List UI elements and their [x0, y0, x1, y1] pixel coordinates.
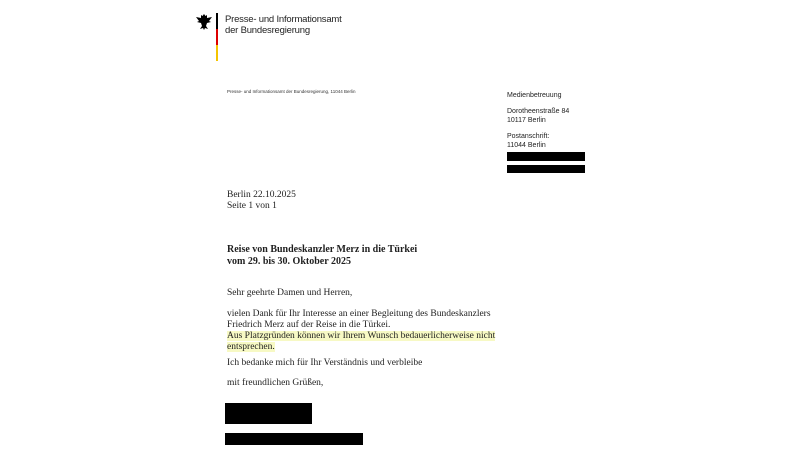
contact-street: Dorotheenstraße 84: [507, 108, 570, 115]
closing-line: mit freundlichen Grüßen,: [227, 378, 324, 388]
salutation: Sehr geehrte Damen und Herren,: [227, 288, 353, 298]
sender-address-line: Presse- und Informationsamt der Bundesregierung, 11044 Berlin: [227, 89, 356, 94]
contact-department: Medienbetreuung: [507, 92, 562, 99]
flag-stripe-red: [216, 29, 218, 45]
redaction-bar: [507, 165, 585, 173]
flag-stripe-black: [216, 13, 218, 29]
thanks-line: Ich bedanke mich für Ihr Verständnis und verbleibe: [227, 358, 423, 368]
name-redaction: [225, 433, 363, 445]
organization-name-line2: der Bundesregierung: [225, 25, 310, 36]
highlighted-text: entsprechen.: [227, 342, 275, 352]
contact-city: 10117 Berlin: [507, 117, 546, 124]
body-line: vielen Dank für Ihr Interesse an einer Begleitung des Bundeskanzlers: [227, 309, 491, 319]
signature-redaction: [225, 403, 312, 424]
contact-postal-label: Postanschrift:: [507, 133, 550, 140]
federal-eagle-icon: [195, 13, 213, 31]
redaction-bar: [507, 152, 585, 161]
organization-name: [225, 14, 365, 36]
letter-date: Berlin 22.10.2025: [227, 190, 296, 200]
date-block: [227, 190, 296, 212]
flag-stripe-gold: [216, 45, 218, 61]
contact-postal-city: 11044 Berlin: [507, 142, 546, 149]
contact-block: [507, 91, 569, 150]
highlighted-text: Aus Platzgründen können wir Ihrem Wunsch bedauerlicherweise nicht: [227, 331, 496, 341]
organization-name-line1: Presse- und Informationsamt: [225, 14, 342, 25]
subject-line2: vom 29. bis 30. Oktober 2025: [227, 256, 351, 267]
page-number: Seite 1 von 1: [227, 201, 277, 211]
body-paragraph: [227, 309, 497, 353]
body-line: Friedrich Merz auf der Reise in die Türkei.: [227, 320, 391, 330]
subject-line1: Reise von Bundeskanzler Merz in die Türkei: [227, 244, 418, 255]
subject-heading: [227, 244, 417, 268]
